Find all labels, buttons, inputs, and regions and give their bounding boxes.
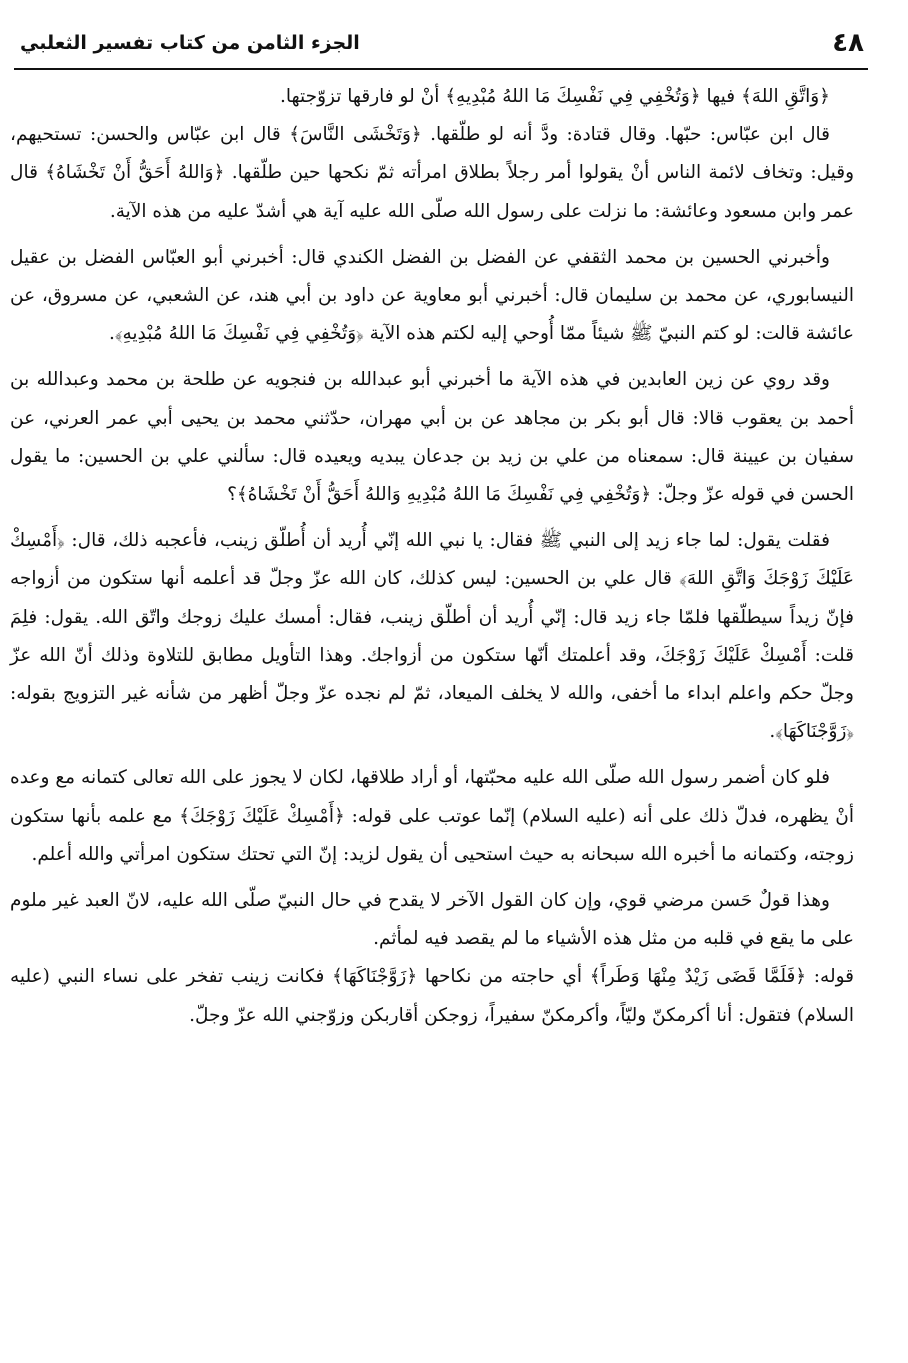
paragraph-4: وقد روي عن زين العابدين في هذه الآية ما أخبرني أبو عبدالله بن فنجويه عن طلحة بن محمد وعبدالله بن أحمد بن يعقوب قالا: قال أبو بكر بن مجاهد عن بن أبي مهران، حدّثني محمد بن يحيى أبي عمر العرني، عن سفيان بن عيينة قال: سمعناه من علي بن زيد بن جدعان يبديه ويعيده قال: سألني علي بن الحسين: ما يقول الحسن في قوله عزّ وجلّ: ﴿وَتُخْفِي فِي نَفْسِكَ مَا اللهُ مُبْدِيهِ وَاللهُ أَحَقُّ أَنْ تَخْشَاهُ﴾؟ <box>10 369 854 506</box>
paragraph-5: فقلت يقول: لما جاء زيد إلى النبي ﷺ فقال: يا نبي الله إنّي أُريد أن أُطلّق زينب، فأعجبه ذلك، قال: ﴿أَمْسِكْ عَلَيْكَ زَوْجَكَ وَاتَّقِ اللهَ﴾ قال علي بن الحسين: ليس كذلك، كان الله عزّ وجلّ قد أعلمه أنها ستكون من أزواجه فإنّ زيداً سيطلّقها فلمّا جاء زيد قال: إنّي أُريد أن أطلّق زينب، فقال: أمسك عليك زوجك واتّق الله. يقول: فلِمَ قلت: أَمْسِكْ عَلَيْكَ زَوْجَكَ، وقد أعلمتك أنّها ستكون من أزواجك. وهذا التأويل مطابق للتلاوة وذلك أنّ الله عزّ وجلّ حكم واعلم ابداء ما أخفى، والله لا يخلف الميعاد، ثمّ لم نجده عزّ وجلّ أظهر من شأنه غير التزويج بقوله: ﴿زَوَّجْنَاكَهَا﴾. <box>10 530 854 743</box>
paragraph-6: فلو كان أضمر رسول الله صلّى الله عليه محبّتها، أو أراد طلاقها، لكان لا يجوز على الله تعالى كتمانه مع وعده أنْ يظهره، فدلّ ذلك على أنه (عليه السلام) إنّما عوتب على قوله: ﴿أَمْسِكْ عَلَيْكَ زَوْجَكَ﴾ مع علمه بأنها ستكون زوجته، وكتمانه ما أخبره الله سبحانه به حيث استحيى أن يقول لزيد: إنّ التي تحتك ستكون امرأتي والله أعلم. <box>10 767 854 865</box>
page-body <box>10 78 854 1035</box>
page-header <box>14 18 868 70</box>
paragraph-2: قال ابن عبّاس: حبّها. وقال قتادة: ودَّ أنه لو طلّقها. ﴿وَتَخْشَى النَّاسَ﴾ قال ابن عبّاس والحسن: تستحيهم، وقيل: وتخاف لائمة الناس أنْ يقولوا أمر رجلاً بطلاق امرأته ثمّ نكحها حين طلّقها. ﴿وَاللهُ أَحَقُّ أَنْ تَخْشَاهُ﴾ قال عمر وابن مسعود وعائشة: ما نزلت على رسول الله صلّى الله عليه آية هي أشدّ عليه من هذه الآية. <box>10 124 854 222</box>
paragraph-gap <box>10 514 854 522</box>
page-number: ٤٨ <box>832 28 864 58</box>
paragraph-gap <box>10 231 854 239</box>
paragraph-1: ﴿وَاتَّقِ اللهَ﴾ فيها ﴿وَتُخْفِي فِي نَفْسِكَ مَا اللهُ مُبْدِيهِ﴾ أنْ لو فارقها تزوّجتها. <box>280 86 830 107</box>
paragraph-3: وأخبرني الحسين بن محمد الثقفي عن الفضل بن الفضل الكندي قال: أخبرني أبو العبّاس الفضل بن عقيل النيسابوري، عن محمد بن سليمان قال: أخبرني أبو معاوية عن داود بن أبي هند، عن الشعبي، عن مسروق، عن عائشة قالت: لو كتم النبيّ ﷺ شيئاً ممّا أُوحي إليه لكتم هذه الآية ﴿وَتُخْفِي فِي نَفْسِكَ مَا اللهُ مُبْدِيهِ﴾. <box>10 246 854 345</box>
running-title: الجزء الثامن من كتاب تفسير الثعلبي <box>20 32 360 54</box>
paragraph-gap <box>10 751 854 759</box>
paragraph-gap <box>10 353 854 361</box>
paragraph-7: وهذا قولٌ حَسن مرضي قوي، وإن كان القول الآخر لا يقدح في حال النبيّ صلّى الله عليه، لانّ العبد غير ملوم على ما يقع في قلبه من مثل هذه الأشياء ما لم يقصد فيه لمأثم. <box>10 890 854 950</box>
paragraph-8: قوله: ﴿فَلَمَّا قَضَى زَيْدٌ مِنْهَا وَطَراً﴾ أي حاجته من نكاحها ﴿زَوَّجْنَاكَهَا﴾ فكانت زينب تفخر على نساء النبي (عليه السلام) فتقول: أنا أكرمكنّ وليّاً، وأكرمكنّ سفيراً، زوجكن أقاربكن وزوّجني الله عزّ وجلّ. <box>10 966 854 1026</box>
paragraph-gap <box>10 874 854 882</box>
